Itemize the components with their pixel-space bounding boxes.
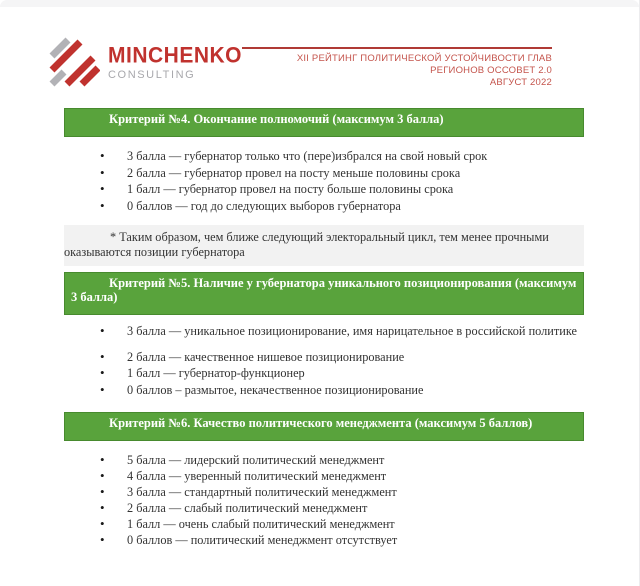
list-item-text: 5 балла — лидерский политический менеджмент [127,452,385,467]
criterion-5-list [64,323,584,399]
criterion-5-header: Критерий №5. Наличие у губернатора уникального позиционирования (максимум 3 балла) [64,272,584,315]
brand-subtitle: CONSULTING [108,69,196,81]
brand-name: MINCHENKO [108,43,242,68]
bullet-dot: • [100,532,105,548]
criterion-6-list [64,452,584,549]
page-top-edge [0,0,639,7]
list-item [64,516,584,532]
criterion-4-header: Критерий №4. Окончание полномочий (максимум 3 балла) [64,108,584,137]
list-item [64,452,584,468]
list-item-text: 3 балла — губернатор только что (пере)избрался на свой новый срок [127,149,488,163]
list-item [64,382,584,399]
list-item-text: 1 балл — губернатор провел на посту больше половины срока [127,182,454,197]
report-title: XII РЕЙТИНГ ПОЛИТИЧЕСКОЙ УСТОЙЧИВОСТИ ГЛАВ РЕГИОНОВ ОССОВЕТ 2.0 [296,53,552,76]
list-item [64,148,584,165]
list-item-text: 0 баллов — год до следующих выборов губернатора [127,199,401,214]
bullet-dot: • [100,365,105,381]
page-header [0,7,639,89]
bullet-dot: • [100,467,105,483]
list-item [64,349,584,366]
bullet-dot: • [100,348,105,364]
bullet-dot: • [100,198,105,214]
list-item [64,181,584,198]
list-item-text: 0 баллов — политический менеджмент отсутствует [127,533,398,548]
bullet-dot: • [100,381,105,397]
list-item [64,532,584,548]
list-item [64,365,584,382]
list-item [64,500,584,516]
bullet-dot: • [100,451,105,467]
list-item [64,165,584,182]
document-content [64,108,584,548]
list-item-text: 1 балл — очень слабый политический менеджмент [127,517,395,531]
report-masthead [242,47,552,89]
bullet-dot: • [100,164,105,180]
bullet-dot: • [100,322,105,338]
list-item-text: 3 балла — стандартный политический менеджмент [127,484,397,499]
bullet-dot: • [100,483,105,499]
list-item [64,484,584,500]
list-item [64,468,584,484]
list-item-text: 2 балла — губернатор провел на посту меньше половины срока [127,165,461,180]
list-item-text: 0 баллов – размытое, некачественное позиционирование [127,382,424,397]
list-item [64,323,584,340]
brand-text [108,45,242,81]
list-item-text: 4 балла — уверенный политический менеджмент [127,468,387,483]
bullet-dot: • [100,148,105,163]
bullet-dot: • [100,499,105,515]
list-item-text: 1 балл — губернатор-функционер [127,366,305,381]
criterion-4-footnote: * Таким образом, чем ближе следующий электоральный цикл, тем менее прочными оказываются позиции губернатора [64,225,584,266]
criterion-4-list [64,148,584,215]
logo-stripes-icon [48,37,100,89]
bullet-dot: • [100,516,105,531]
list-item-text: 3 балла — уникальное позиционирование, имя нарицательное в российской политике [127,323,577,338]
list-item-text: 2 балла — качественное нишевое позиционирование [127,349,405,364]
criterion-6-header: Критерий №6. Качество политического менеджмента (максимум 5 баллов) [64,412,584,441]
minchenko-logo [48,37,242,89]
report-date: АВГУСТ 2022 [489,77,552,88]
list-item [64,198,584,215]
bullet-dot: • [100,181,105,197]
list-item-text: 2 балла — слабый политический менеджмент [127,500,368,515]
